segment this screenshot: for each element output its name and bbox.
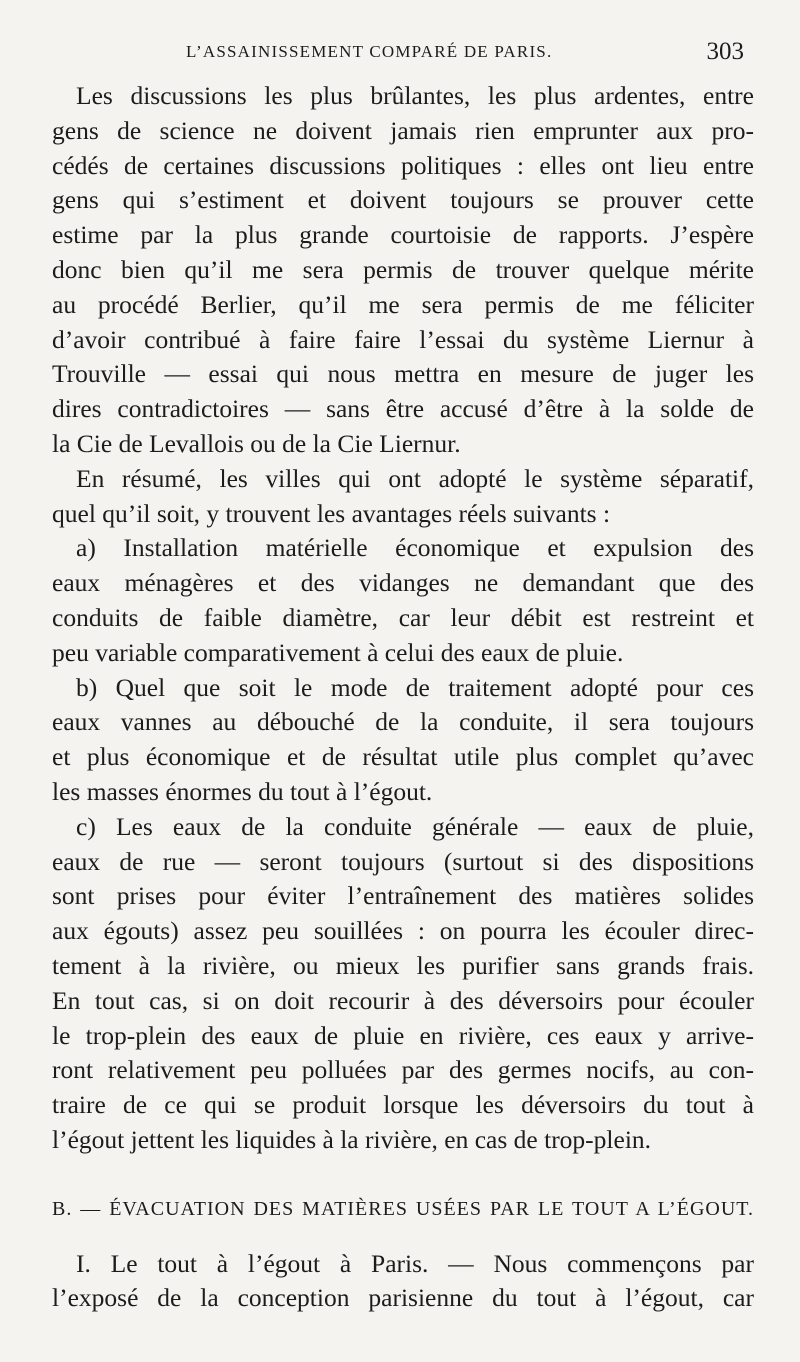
text-line: d’avoir contribué à faire faire l’essai du système Liernur à [52, 324, 754, 354]
section-gap [52, 1227, 754, 1247]
text-line: les masses énormes du tout à l’égout. [52, 776, 433, 806]
text-line: gens de science ne doivent jamais rien emprunter aux pro- [52, 115, 754, 145]
text-line: donc bien qu’il me sera permis de trouver quelque mérite [52, 254, 754, 284]
running-title: L’ASSAINISSEMENT COMPARÉ DE PARIS. [186, 42, 553, 61]
section-gap [52, 1158, 754, 1192]
text-line: l’exposé de la conception parisienne du tout à l’égout, car [52, 1283, 754, 1313]
text-line: En résumé, les villes qui ont adopté le système séparatif, [76, 463, 754, 493]
text-line: eaux ménagères et des vidanges ne demandant que des [52, 568, 754, 598]
text-line: c) Les eaux de la conduite générale — eaux de pluie, [76, 811, 754, 841]
text-line: En tout cas, si on doit recourir à des déversoirs pour écouler [52, 985, 754, 1015]
text-line: eaux de rue — seront toujours (surtout si des dispositions [52, 846, 754, 876]
page-number: 303 [706, 38, 744, 65]
text-line: a) Installation matérielle économique et expulsion des [76, 533, 754, 563]
text-line: cédés de certaines discussions politiques : elles ont lieu entre [52, 150, 754, 180]
running-head [52, 40, 754, 72]
text-line: eaux vannes au débouché de la conduite, il sera toujours [52, 707, 754, 737]
text-line: la Cie de Levallois ou de la Cie Liernur. [52, 428, 461, 458]
text-line: tement à la rivière, ou mieux les purifier sans grands frais. [52, 950, 754, 980]
text-line: b) Quel que soit le mode de traitement adopté pour ces [76, 672, 754, 702]
text-line: estime par la plus grande courtoisie de rapports. J’espère [52, 220, 754, 250]
text-line: peu variable comparativement à celui des eaux de pluie. [52, 637, 624, 667]
text-line: ront relativement peu polluées par des germes nocifs, au con- [52, 1055, 754, 1085]
text-line: I. Le tout à l’égout à Paris. — Nous commençons par [76, 1248, 754, 1278]
text-line: au procédé Berlier, qu’il me sera permis de me féliciter [52, 289, 754, 319]
text-line: gens qui s’estiment et doivent toujours se prouver cette [52, 185, 754, 215]
text-line: l’égout jettent les liquides à la rivière, en cas de trop-plein. [52, 1124, 652, 1154]
text-line: quel qu’il soit, y trouvent les avantages réels suivants : [52, 498, 611, 528]
body-text [52, 79, 754, 1316]
text-line: dires contradictoires — sans être accusé d’être à la solde de [52, 394, 754, 424]
section-heading: B. — ÉVACUATION DES MATIÈRES USÉES PAR LE TOUT A L’ÉGOUT. [52, 1197, 754, 1220]
text-line: aux égouts) assez peu souillées : on pourra les écouler direc- [52, 916, 754, 946]
text-line: conduits de faible diamètre, car leur débit est restreint et [52, 602, 754, 632]
text-line: Trouville — essai qui nous mettra en mesure de juger les [52, 359, 754, 389]
text-line: sont prises pour éviter l’entraînement des matières solides [52, 881, 754, 911]
text-line: Les discussions les plus brûlantes, les plus ardentes, entre [76, 81, 754, 110]
text-line: le trop-plein des eaux de pluie en rivière, ces eaux y arrive- [52, 1020, 754, 1050]
text-line: traire de ce qui se produit lorsque les déversoirs du tout à [52, 1090, 754, 1120]
text-line: et plus économique et de résultat utile plus complet qu’avec [52, 742, 754, 772]
